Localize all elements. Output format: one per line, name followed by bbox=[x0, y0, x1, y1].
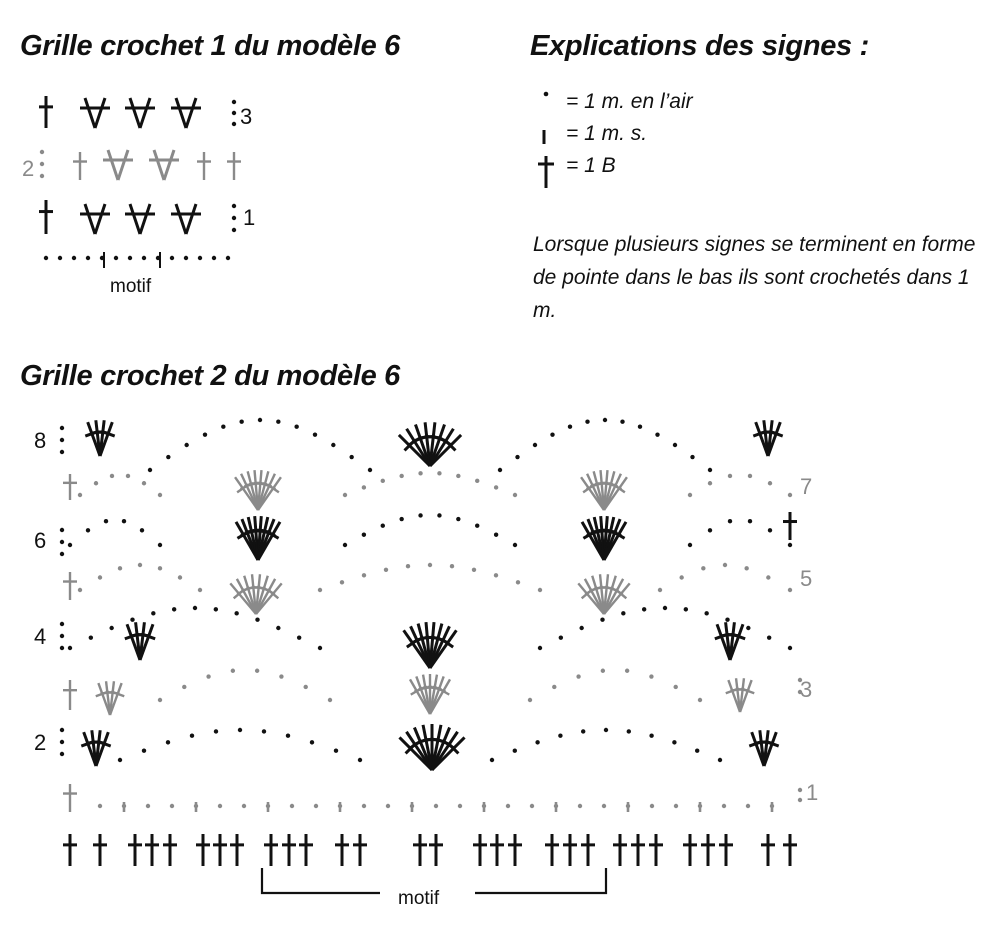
grid2-row-label-7: 7 bbox=[800, 474, 813, 499]
chain-stitch bbox=[276, 420, 280, 424]
chain-stitch bbox=[494, 533, 498, 537]
double-crochet-stitch bbox=[761, 834, 775, 866]
chain-stitch bbox=[437, 513, 441, 517]
chain-stitch bbox=[182, 685, 186, 689]
chain-stitch bbox=[40, 150, 44, 154]
chain-stitch bbox=[368, 468, 372, 472]
chain-stitch bbox=[494, 573, 498, 577]
chain-stitch bbox=[343, 493, 347, 497]
chain-stitch bbox=[60, 528, 64, 532]
chain-stitch bbox=[649, 674, 653, 678]
chain-stitch bbox=[40, 174, 44, 178]
chain-stitch bbox=[328, 698, 332, 702]
chain-stitch bbox=[198, 588, 202, 592]
double-crochet-stitch bbox=[299, 834, 313, 866]
chain-stitch bbox=[340, 580, 344, 584]
double-crochet-stitch bbox=[683, 834, 697, 866]
chain-stitch bbox=[60, 740, 64, 744]
chain-stitch bbox=[318, 646, 322, 650]
double-crochet-stitch bbox=[545, 834, 559, 866]
chain-stitch bbox=[128, 256, 132, 260]
chain-stitch bbox=[674, 685, 678, 689]
chain-stitch bbox=[658, 588, 662, 592]
chain-stitch bbox=[68, 543, 72, 547]
chain-stitch bbox=[530, 804, 534, 808]
grid1-row-label-1: 1 bbox=[243, 205, 256, 230]
double-crochet-stitch bbox=[63, 572, 77, 600]
chain-stitch bbox=[679, 575, 683, 579]
chain-stitch bbox=[513, 543, 517, 547]
chain-stitch bbox=[620, 420, 624, 424]
chain-stitch bbox=[528, 698, 532, 702]
chain-stitch bbox=[158, 493, 162, 497]
double-crochet-stitch bbox=[197, 152, 211, 180]
chain-stitch bbox=[60, 728, 64, 732]
chain-stitch bbox=[58, 256, 62, 260]
chain-stitch bbox=[86, 256, 90, 260]
chain-stitch bbox=[434, 804, 438, 808]
chain-stitch bbox=[704, 611, 708, 615]
chain-stitch bbox=[158, 698, 162, 702]
dc-pair-stitch bbox=[103, 150, 133, 180]
chain-stitch bbox=[166, 740, 170, 744]
chain-stitch bbox=[600, 618, 604, 622]
chain-stitch bbox=[728, 474, 732, 478]
chain-stitch bbox=[170, 256, 174, 260]
dc-pair-stitch bbox=[80, 204, 110, 234]
chain-stitch bbox=[550, 432, 554, 436]
grid1-row-label-3: 3 bbox=[240, 104, 253, 129]
chain-stitch bbox=[148, 468, 152, 472]
chain-stitch bbox=[708, 468, 712, 472]
grid1-title: Grille crochet 1 du modèle 6 bbox=[20, 30, 400, 62]
chain-stitch bbox=[695, 749, 699, 753]
double-crochet-stitch bbox=[227, 152, 241, 180]
chain-stitch bbox=[255, 618, 259, 622]
chain-stitch bbox=[437, 471, 441, 475]
chain-stitch bbox=[568, 424, 572, 428]
chain-stitch bbox=[642, 607, 646, 611]
chain-stitch bbox=[386, 804, 390, 808]
chain-stitch bbox=[533, 443, 537, 447]
double-crochet-stitch bbox=[719, 834, 733, 866]
chain-stitch bbox=[78, 493, 82, 497]
double-crochet-stitch bbox=[251, 579, 287, 619]
chain-stitch bbox=[314, 804, 318, 808]
chain-stitch bbox=[44, 256, 48, 260]
chain-stitch bbox=[286, 734, 290, 738]
double-crochet-stitch bbox=[563, 834, 577, 866]
chain-stitch bbox=[232, 100, 236, 104]
chain-stitch bbox=[358, 758, 362, 762]
chain-stitch bbox=[456, 517, 460, 521]
chain-stitch bbox=[418, 471, 422, 475]
chain-stitch bbox=[768, 528, 772, 532]
chain-stitch bbox=[276, 626, 280, 630]
chain-stitch bbox=[627, 729, 631, 733]
chain-stitch bbox=[515, 455, 519, 459]
double-crochet-stitch bbox=[429, 834, 443, 866]
chain-stitch bbox=[494, 485, 498, 489]
chain-stitch bbox=[318, 588, 322, 592]
chain-stitch bbox=[638, 424, 642, 428]
grid2-row-label-6: 6 bbox=[34, 528, 47, 553]
chain-stitch bbox=[221, 424, 225, 428]
grid1-chart bbox=[39, 96, 241, 268]
chain-stitch bbox=[258, 418, 262, 422]
chain-stitch bbox=[198, 256, 202, 260]
chain-stitch bbox=[158, 543, 162, 547]
double-crochet-stitch bbox=[490, 834, 504, 866]
double-crochet-stitch bbox=[73, 152, 87, 180]
chain-stitch bbox=[294, 424, 298, 428]
chain-stitch bbox=[60, 634, 64, 638]
grid2-row-label-4: 4 bbox=[34, 624, 47, 649]
chain-stitch bbox=[68, 646, 72, 650]
chain-stitch bbox=[142, 749, 146, 753]
double-crochet-stitch bbox=[613, 834, 627, 866]
grid2-row-label-8: 8 bbox=[34, 428, 47, 453]
chain-stitch bbox=[381, 524, 385, 528]
legend-chain-text: = 1 m. en l’air bbox=[566, 90, 693, 113]
chain-stitch bbox=[663, 606, 667, 610]
chain-stitch bbox=[184, 256, 188, 260]
chain-stitch bbox=[708, 481, 712, 485]
chain-stitch bbox=[232, 204, 236, 208]
chain-stitch bbox=[788, 588, 792, 592]
chain-stitch bbox=[193, 606, 197, 610]
chain-stitch bbox=[78, 588, 82, 592]
chain-stitch bbox=[621, 611, 625, 615]
chain-stitch bbox=[475, 524, 479, 528]
chain-stitch bbox=[206, 674, 210, 678]
chain-stitch bbox=[40, 162, 44, 166]
chain-stitch bbox=[122, 519, 126, 523]
double-crochet-stitch bbox=[581, 834, 595, 866]
grid2-row-label-2: 2 bbox=[34, 730, 47, 755]
double-crochet-stitch bbox=[631, 834, 645, 866]
chain-stitch bbox=[768, 481, 772, 485]
double-crochet-stitch bbox=[335, 834, 349, 866]
chain-stitch bbox=[126, 474, 130, 478]
dc-pair-stitch bbox=[80, 98, 110, 128]
chain-stitch bbox=[310, 740, 314, 744]
chain-stitch bbox=[538, 588, 542, 592]
chain-stitch bbox=[579, 626, 583, 630]
chain-stitch bbox=[585, 420, 589, 424]
legend-single-text: = 1 m. s. bbox=[566, 122, 648, 145]
chain-stitch bbox=[142, 256, 146, 260]
chain-stitch bbox=[104, 519, 108, 523]
grid2-title: Grille crochet 2 du modèle 6 bbox=[20, 360, 400, 392]
double-crochet-stitch bbox=[63, 834, 77, 866]
chain-stitch bbox=[313, 432, 317, 436]
chain-stitch bbox=[86, 528, 90, 532]
chain-stitch bbox=[649, 734, 653, 738]
chain-stitch bbox=[506, 804, 510, 808]
chain-stitch bbox=[60, 622, 64, 626]
grid1-row-label-2: 2 bbox=[22, 156, 35, 181]
double-crochet-stitch bbox=[63, 680, 77, 710]
chain-stitch bbox=[748, 474, 752, 478]
chain-stitch bbox=[89, 635, 93, 639]
dc-pair-stitch bbox=[125, 204, 155, 234]
chain-stitch bbox=[672, 740, 676, 744]
double-crochet-stitch bbox=[264, 834, 278, 866]
chain-stitch bbox=[788, 493, 792, 497]
dc-pair-stitch bbox=[125, 98, 155, 128]
chain-stitch bbox=[722, 804, 726, 808]
chain-stitch bbox=[362, 573, 366, 577]
double-crochet-stitch bbox=[93, 834, 107, 866]
chain-stitch bbox=[513, 749, 517, 753]
chain-stitch bbox=[698, 698, 702, 702]
chain-stitch bbox=[290, 804, 294, 808]
chain-stitch bbox=[718, 758, 722, 762]
chain-stitch bbox=[603, 418, 607, 422]
chain-stitch bbox=[362, 804, 366, 808]
legend-title: Explications des signes : bbox=[530, 30, 869, 62]
chain-stitch bbox=[262, 729, 266, 733]
chain-stitch bbox=[231, 669, 235, 673]
chain-stitch bbox=[798, 788, 802, 792]
chain-stitch bbox=[674, 804, 678, 808]
chain-stitch bbox=[725, 618, 729, 622]
chain-stitch bbox=[362, 533, 366, 537]
chain-stitch bbox=[458, 804, 462, 808]
chain-stitch bbox=[349, 455, 353, 459]
chain-stitch bbox=[406, 564, 410, 568]
chain-stitch bbox=[475, 479, 479, 483]
chain-stitch bbox=[558, 734, 562, 738]
chain-stitch bbox=[688, 543, 692, 547]
chain-stitch bbox=[552, 685, 556, 689]
double-crochet-stitch bbox=[783, 512, 797, 540]
chain-stitch bbox=[72, 256, 76, 260]
chain-stitch bbox=[172, 607, 176, 611]
double-crochet-stitch bbox=[353, 834, 367, 866]
chain-stitch bbox=[384, 568, 388, 572]
chain-stitch bbox=[428, 563, 432, 567]
chain-stitch bbox=[118, 758, 122, 762]
chain-stitch bbox=[331, 443, 335, 447]
double-crochet-stitch bbox=[39, 200, 53, 234]
chain-stitch bbox=[690, 455, 694, 459]
chain-stitch bbox=[334, 749, 338, 753]
chain-stitch bbox=[625, 669, 629, 673]
chain-stitch bbox=[232, 111, 236, 115]
dc-pair-stitch bbox=[171, 204, 201, 234]
chain-stitch bbox=[708, 528, 712, 532]
chain-stitch bbox=[98, 575, 102, 579]
double-crochet-stitch bbox=[230, 834, 244, 866]
double-crochet-stitch bbox=[783, 834, 797, 866]
chain-stitch bbox=[343, 543, 347, 547]
chain-stitch bbox=[218, 804, 222, 808]
chain-stitch bbox=[297, 635, 301, 639]
chain-stitch bbox=[746, 626, 750, 630]
chain-stitch bbox=[723, 563, 727, 567]
chain-stitch bbox=[279, 674, 283, 678]
chain-stitch bbox=[232, 228, 236, 232]
chain-stitch bbox=[60, 450, 64, 454]
chain-stitch bbox=[142, 481, 146, 485]
chain-stitch bbox=[98, 804, 102, 808]
chain-stitch bbox=[60, 752, 64, 756]
double-crochet-stitch bbox=[63, 474, 77, 500]
double-crochet-stitch bbox=[145, 834, 159, 866]
double-crochet-stitch bbox=[282, 834, 296, 866]
grid2-row-label-5: 5 bbox=[800, 566, 813, 591]
grid2-row-label-3: 3 bbox=[800, 677, 813, 702]
chain-stitch bbox=[418, 513, 422, 517]
chain-stitch bbox=[604, 728, 608, 732]
chain-stitch bbox=[748, 519, 752, 523]
chain-stitch bbox=[399, 474, 403, 478]
chain-stitch bbox=[238, 728, 242, 732]
chain-stitch bbox=[214, 729, 218, 733]
chain-stitch bbox=[516, 580, 520, 584]
chain-stitch bbox=[232, 216, 236, 220]
grid1-motif-label: motif bbox=[110, 276, 152, 297]
chain-stitch bbox=[472, 568, 476, 572]
chain-stitch bbox=[655, 432, 659, 436]
dc-pair-stitch bbox=[171, 98, 201, 128]
grid2-motif-label: motif bbox=[398, 888, 440, 909]
chain-stitch bbox=[399, 517, 403, 521]
chain-stitch bbox=[212, 256, 216, 260]
dc-pair-stitch bbox=[149, 150, 179, 180]
chain-stitch bbox=[110, 474, 114, 478]
chain-stitch bbox=[114, 256, 118, 260]
chain-stitch bbox=[744, 566, 748, 570]
chain-stitch bbox=[688, 493, 692, 497]
double-crochet-stitch bbox=[213, 834, 227, 866]
chain-stitch bbox=[60, 438, 64, 442]
chain-stitch bbox=[673, 443, 677, 447]
chain-stitch bbox=[535, 740, 539, 744]
chain-stitch bbox=[232, 122, 236, 126]
chain-stitch bbox=[151, 611, 155, 615]
chain-stitch bbox=[109, 626, 113, 630]
chain-stitch bbox=[766, 575, 770, 579]
chain-stitch bbox=[158, 566, 162, 570]
chain-stitch bbox=[138, 563, 142, 567]
double-crochet-stitch bbox=[649, 834, 663, 866]
chain-stitch bbox=[170, 804, 174, 808]
chain-stitch bbox=[60, 552, 64, 556]
chain-stitch bbox=[602, 804, 606, 808]
chain-stitch bbox=[650, 804, 654, 808]
note-text: Lorsque plusieurs signes se terminent en forme de pointe dans le bas ils sont crochetés dans 1 m. bbox=[533, 233, 976, 322]
double-crochet-stitch bbox=[473, 834, 487, 866]
chain-stitch bbox=[578, 804, 582, 808]
chain-stitch bbox=[788, 543, 792, 547]
double-crochet-stitch bbox=[196, 834, 210, 866]
chain-stitch bbox=[239, 420, 243, 424]
chain-stitch bbox=[767, 635, 771, 639]
chain-stitch bbox=[746, 804, 750, 808]
double-crochet-stitch bbox=[413, 834, 427, 866]
chain-stitch bbox=[450, 564, 454, 568]
chain-stitch bbox=[559, 635, 563, 639]
chain-stitch bbox=[362, 485, 366, 489]
double-crochet-stitch bbox=[39, 96, 53, 128]
double-crochet-stitch bbox=[163, 834, 177, 866]
chain-stitch bbox=[701, 566, 705, 570]
grid2-row-label-1: 1 bbox=[806, 780, 819, 805]
chain-stitch bbox=[94, 481, 98, 485]
chain-stitch bbox=[130, 618, 134, 622]
double-crochet-stitch bbox=[63, 784, 77, 812]
grid2-chart bbox=[60, 418, 802, 893]
chain-stitch bbox=[684, 607, 688, 611]
chain-stitch bbox=[490, 758, 494, 762]
chain-stitch bbox=[581, 729, 585, 733]
chain-stitch bbox=[538, 646, 542, 650]
chain-stitch bbox=[304, 685, 308, 689]
chain-stitch bbox=[728, 519, 732, 523]
chain-stitch bbox=[190, 734, 194, 738]
chain-stitch bbox=[456, 474, 460, 478]
chain-stitch bbox=[226, 256, 230, 260]
chain-stitch bbox=[178, 575, 182, 579]
chain-stitch bbox=[166, 455, 170, 459]
chain-stitch bbox=[788, 646, 792, 650]
chain-stitch bbox=[576, 674, 580, 678]
chain-stitch bbox=[140, 528, 144, 532]
double-crochet-stitch bbox=[508, 834, 522, 866]
chain-stitch bbox=[203, 432, 207, 436]
chain-stitch bbox=[798, 798, 802, 802]
double-crochet-stitch bbox=[128, 834, 142, 866]
double-crochet-stitch bbox=[599, 579, 635, 619]
chain-stitch bbox=[60, 426, 64, 430]
chain-stitch bbox=[234, 611, 238, 615]
chain-stitch bbox=[60, 540, 64, 544]
legend-double-text: = 1 B bbox=[566, 154, 616, 177]
chain-stitch bbox=[60, 646, 64, 650]
double-crochet-stitch bbox=[701, 834, 715, 866]
chain-stitch bbox=[255, 669, 259, 673]
chain-stitch bbox=[184, 443, 188, 447]
chain-stitch bbox=[601, 669, 605, 673]
chain-stitch bbox=[214, 607, 218, 611]
chain-stitch bbox=[381, 479, 385, 483]
chain-stitch bbox=[513, 493, 517, 497]
chain-stitch bbox=[242, 804, 246, 808]
chain-stitch bbox=[118, 566, 122, 570]
chain-stitch bbox=[146, 804, 150, 808]
chain-stitch bbox=[498, 468, 502, 472]
